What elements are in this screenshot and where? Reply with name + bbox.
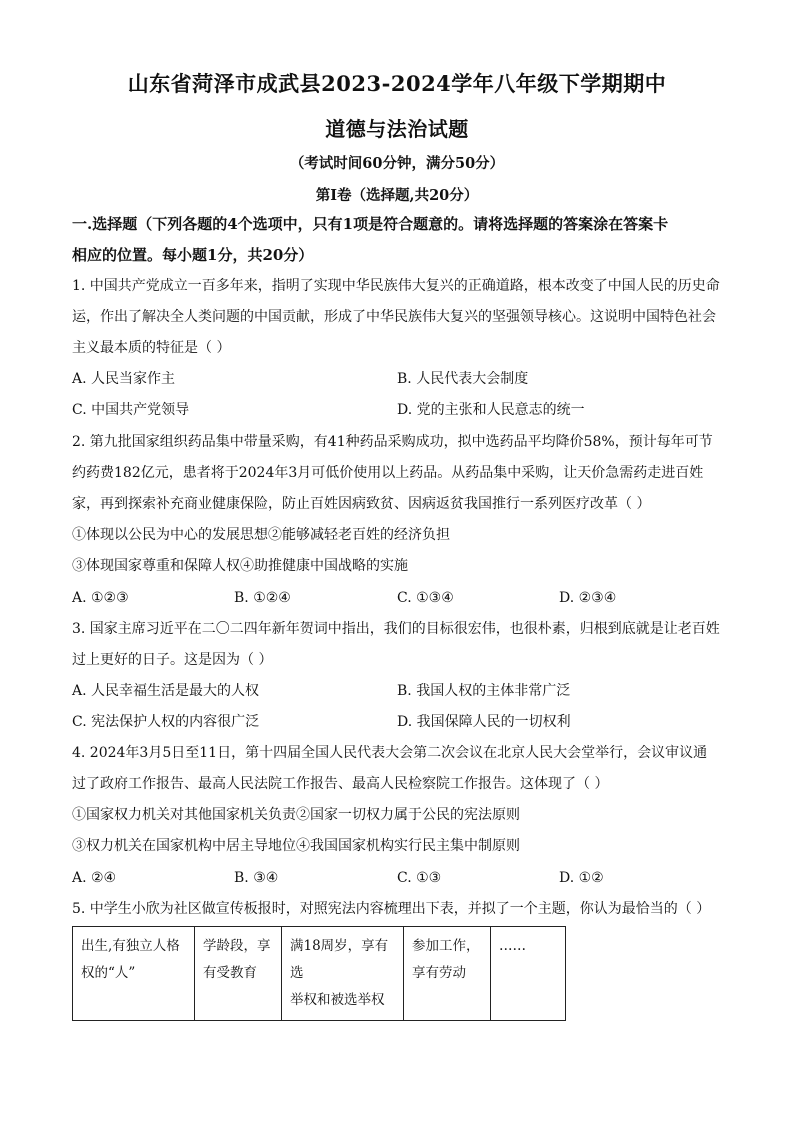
q3-option-d: D. 我国保障人民的一切权利: [397, 714, 571, 730]
section-instruction-line1: 一.选择题（下列各题的4个选项中，只有1项是符合题意的。请将选择题的答案涂在答案卡: [72, 215, 669, 233]
q1-option-d: D. 党的主张和人民意志的统一: [397, 402, 585, 418]
cell-line: 出生,有独立人格: [81, 938, 180, 954]
q2-text-line1: 2. 第九批国家组织药品集中带量采购，有41种药品采购成功，拟中选药品平均降价58%，预计每年可节: [72, 434, 713, 450]
q4-option-d: D. ①②: [559, 870, 604, 886]
exam-info: （考试时间60分钟，满分50分）: [289, 155, 505, 172]
table-cell: [73, 927, 195, 1021]
q3-option-b: B. 我国人权的主体非常广泛: [397, 683, 571, 699]
cell-line: 满18周岁，享有选: [290, 938, 389, 981]
q3-text-line1: 3. 国家主席习近平在二〇二四年新年贺词中指出，我们的目标很宏伟，也很朴素，归根到底就是让老百姓: [72, 621, 720, 637]
q1-text-line3: 主义最本质的特征是（ ）: [72, 340, 231, 356]
q2-option-c: C. ①③④: [397, 590, 454, 606]
q1-option-b: B. 人民代表大会制度: [397, 371, 529, 387]
section-instruction-line2: 相应的位置。每小题1分，共20分）: [72, 246, 314, 264]
cell-line: 举权和被选举权: [290, 992, 385, 1008]
cell-line: 权的“人”: [81, 965, 136, 981]
subject-title: 道德与法治试题: [325, 117, 469, 141]
q2-option-a: A. ①②③: [72, 590, 129, 606]
q5-text-line1: 5. 中学生小欣为社区做宣传板报时，对照宪法内容梳理出下表，并拟了一个主题，你认为最恰当的（ ）: [72, 901, 711, 917]
q1-text-line1: 1. 中国共产党成立一百多年来，指明了实现中华民族伟大复兴的正确道路，根本改变了中国人民的历史命: [72, 278, 720, 294]
q5-constitution-table: [72, 926, 566, 1021]
cell-line: 参加工作，: [412, 938, 480, 954]
exam-title: 山东省菏泽市成武县2023-2024学年八年级下学期期中: [127, 71, 667, 96]
table-cell: [404, 927, 491, 1021]
q4-option-a: A. ②④: [72, 870, 117, 886]
q2-text-line3: 家，再到探索补充商业健康保险，防止百姓因病致贫、因病返贫我国推行一系列医疗改革（ ）: [72, 496, 651, 512]
q2-option-b: B. ①②④: [234, 590, 291, 606]
q2-option-d: D. ②③④: [559, 590, 617, 606]
cell-line: 享有劳动: [412, 965, 466, 981]
q4-option-b: B. ③④: [234, 870, 279, 886]
table-cell: [195, 927, 282, 1021]
cell-line: 有受教育: [203, 965, 257, 981]
q3-option-c: C. 宪法保护人权的内容很广泛: [72, 714, 260, 730]
q4-statement-1-2: ①国家权力机关对其他国家机关负责②国家一切权力属于公民的宪法原则: [72, 807, 520, 823]
q2-text-line2: 约药费182亿元，患者将于2024年3月可低价使用以上药品。从药品集中采购，让天价急需药走进百姓: [72, 465, 704, 481]
volume-title: 第Ⅰ卷（选择题,共20分）: [315, 187, 479, 204]
q4-text-line2: 过了政府工作报告、最高人民法院工作报告、最高人民检察院工作报告。这体现了（ ）: [72, 776, 609, 792]
cell-line: 学龄段，享: [203, 938, 271, 954]
q1-option-c: C. 中国共产党领导: [72, 402, 190, 418]
q2-statement-3-4: ③体现国家尊重和保障人权④助推健康中国战略的实施: [72, 558, 408, 574]
q4-option-c: C. ①③: [397, 870, 442, 886]
table-cell: [282, 927, 404, 1021]
q1-text-line2: 运，作出了解决全人类问题的中国贡献，形成了中华民族伟大复兴的坚强领导核心。这说明中国特色社会: [72, 309, 716, 325]
q4-statement-3-4: ③权力机关在国家机构中居主导地位④我国国家机构实行民主集中制原则: [72, 838, 520, 854]
table-cell: [491, 927, 566, 1021]
q2-statement-1-2: ①体现以公民为中心的发展思想②能够减轻老百姓的经济负担: [72, 527, 450, 543]
q3-option-a: A. 人民幸福生活是最大的人权: [72, 683, 260, 699]
q3-text-line2: 过上更好的日子。这是因为（ ）: [72, 652, 273, 668]
cell-line: ……: [499, 938, 526, 954]
q1-option-a: A. 人民当家作主: [72, 371, 176, 387]
table-row: [73, 927, 566, 1021]
q4-text-line1: 4. 2024年3月5日至11日，第十四届全国人民代表大会第二次会议在北京人民大会堂举行，会议审议通: [72, 745, 708, 761]
